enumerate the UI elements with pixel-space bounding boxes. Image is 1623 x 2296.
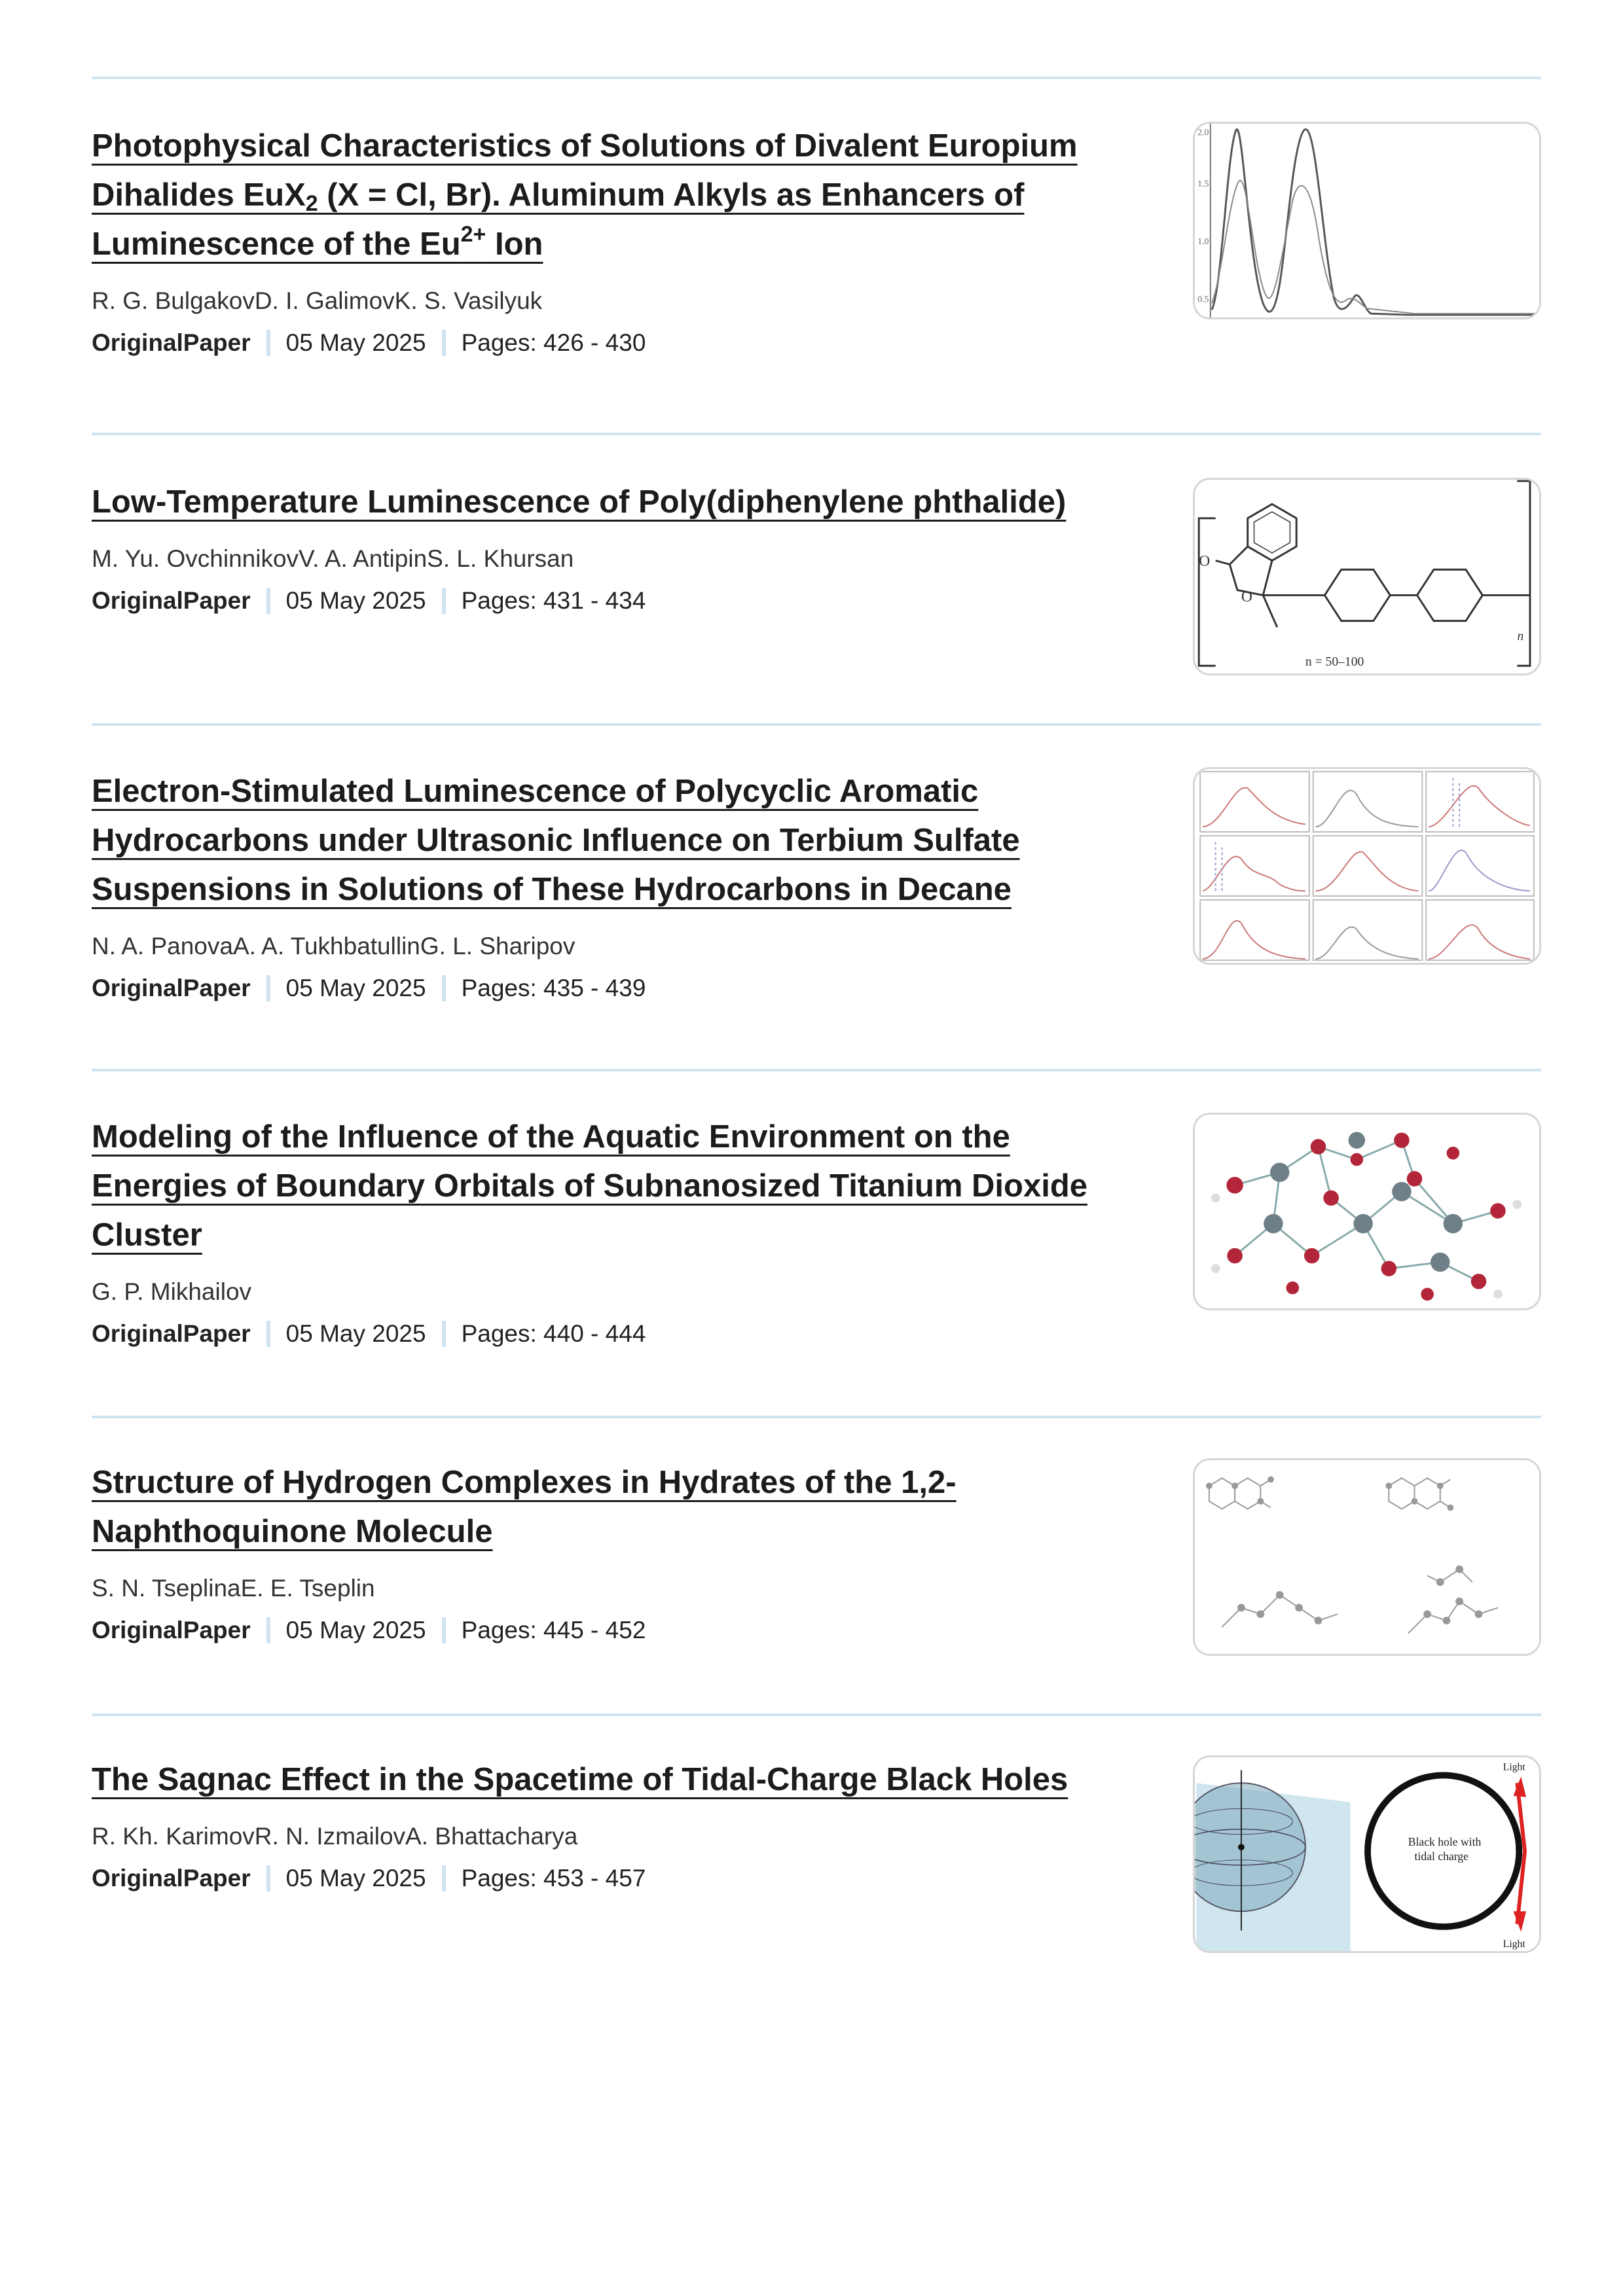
separator — [442, 588, 446, 614]
article-title — [92, 122, 1113, 269]
article-thumbnail[interactable] — [1193, 1755, 1541, 1953]
content-type: OriginalPaper — [92, 1320, 251, 1347]
article-item — [92, 122, 1541, 357]
article-authors: N. A. PanovaA. A. TukhbatullinG. L. Sharipov — [92, 933, 575, 960]
article-thumbnail[interactable] — [1193, 767, 1541, 965]
article-authors: G. P. Mikhailov — [92, 1278, 252, 1305]
page-range: Pages: 440 - 444 — [461, 1320, 646, 1347]
article-thumbnail[interactable] — [1193, 1458, 1541, 1656]
page-range: Pages: 453 - 457 — [461, 1865, 646, 1892]
published-date: 05 May 2025 — [285, 1320, 426, 1347]
article-item — [92, 767, 1541, 1002]
caption: Black hole with — [1408, 1835, 1482, 1849]
repeat-index: n — [1517, 630, 1524, 644]
separator — [442, 975, 446, 1001]
divider — [92, 1416, 1541, 1418]
article-title-link[interactable]: Electron-Stimulated Luminescence of Polycyclic Aromatic Hydrocarbons under Ultrasonic Influence on Terbium Sulfate Suspensions in Solutions of These Hydrocarbons in Decane — [92, 774, 1020, 907]
caption: n = 50–100 — [1305, 655, 1364, 670]
tick-label: 2.0 — [1197, 127, 1209, 137]
separator — [266, 588, 270, 614]
separator — [266, 330, 270, 356]
article-title — [92, 1113, 1113, 1260]
caption: Light — [1503, 1761, 1525, 1773]
divider — [92, 723, 1541, 726]
content-type: OriginalPaper — [92, 1865, 251, 1892]
separator — [442, 330, 446, 356]
published-date: 05 May 2025 — [285, 329, 426, 356]
tick-label: 0.5 — [1197, 294, 1209, 304]
divider — [92, 1069, 1541, 1071]
atom-label: O — [1199, 552, 1211, 570]
caption: tidal charge — [1414, 1849, 1468, 1863]
article-meta — [92, 1320, 1541, 1348]
article-title-link[interactable]: Modeling of the Influence of the Aquatic Environment on the Energies of Boundary Orbitals of Subnanosized Titanium Dioxide Cluster — [92, 1119, 1088, 1253]
article-title — [92, 767, 1113, 914]
article-thumbnail[interactable] — [1193, 122, 1541, 319]
separator — [266, 1865, 270, 1892]
published-date: 05 May 2025 — [285, 1617, 426, 1643]
content-type: OriginalPaper — [92, 587, 251, 614]
article-thumbnail[interactable] — [1193, 1113, 1541, 1310]
separator — [442, 1865, 446, 1892]
article-item — [92, 478, 1541, 670]
divider — [92, 77, 1541, 79]
page-range: Pages: 445 - 452 — [461, 1617, 646, 1643]
page-range: Pages: 435 - 439 — [461, 975, 646, 1001]
article-title-link[interactable]: Structure of Hydrogen Complexes in Hydrates of the 1,2-Naphthoquinone Molecule — [92, 1465, 957, 1549]
separator — [266, 975, 270, 1001]
article-title-link[interactable]: Low-Temperature Luminescence of Poly(diphenylene phthalide) — [92, 484, 1067, 520]
tick-label: 1.0 — [1197, 236, 1209, 247]
article-authors: R. G. BulgakovD. I. GalimovK. S. Vasilyuk — [92, 287, 543, 314]
page-range: Pages: 426 - 430 — [461, 329, 646, 356]
divider — [92, 1713, 1541, 1716]
published-date: 05 May 2025 — [285, 975, 426, 1001]
article-title-link[interactable]: The Sagnac Effect in the Spacetime of Tidal-Charge Black Holes — [92, 1762, 1068, 1797]
caption: Light — [1503, 1939, 1525, 1950]
published-date: 05 May 2025 — [285, 587, 426, 614]
article-item — [92, 1755, 1541, 1950]
article-thumbnail[interactable] — [1193, 478, 1541, 675]
article-title — [92, 1755, 1113, 1804]
published-date: 05 May 2025 — [285, 1865, 426, 1892]
article-title-link[interactable]: Photophysical Characteristics of Solutions of Divalent Europium Dihalides EuX$_2$ (X = Cl, Br). Aluminum Alkyls as Enhancers of Luminescence of the $Eu^{2+}$ Ion — [92, 128, 1078, 262]
separator — [442, 1617, 446, 1643]
article-item — [92, 1113, 1541, 1348]
content-type: OriginalPaper — [92, 975, 251, 1001]
tick-label: 1.5 — [1197, 179, 1209, 189]
article-authors: M. Yu. OvchinnikovV. A. AntipinS. L. Khursan — [92, 545, 574, 572]
article-item — [92, 1458, 1541, 1644]
article-meta — [92, 329, 1541, 357]
page-range: Pages: 431 - 434 — [461, 587, 646, 614]
article-title — [92, 478, 1113, 527]
separator — [266, 1617, 270, 1643]
separator — [442, 1321, 446, 1347]
divider — [92, 433, 1541, 435]
content-type: OriginalPaper — [92, 329, 251, 356]
content-type: OriginalPaper — [92, 1617, 251, 1643]
atom-label: O — [1241, 588, 1252, 606]
article-authors: R. Kh. KarimovR. N. IzmailovA. Bhattacharya — [92, 1823, 578, 1850]
article-authors: S. N. TseplinaE. E. Tseplin — [92, 1575, 375, 1602]
article-title — [92, 1458, 1113, 1556]
article-meta — [92, 975, 1541, 1002]
separator — [266, 1321, 270, 1347]
